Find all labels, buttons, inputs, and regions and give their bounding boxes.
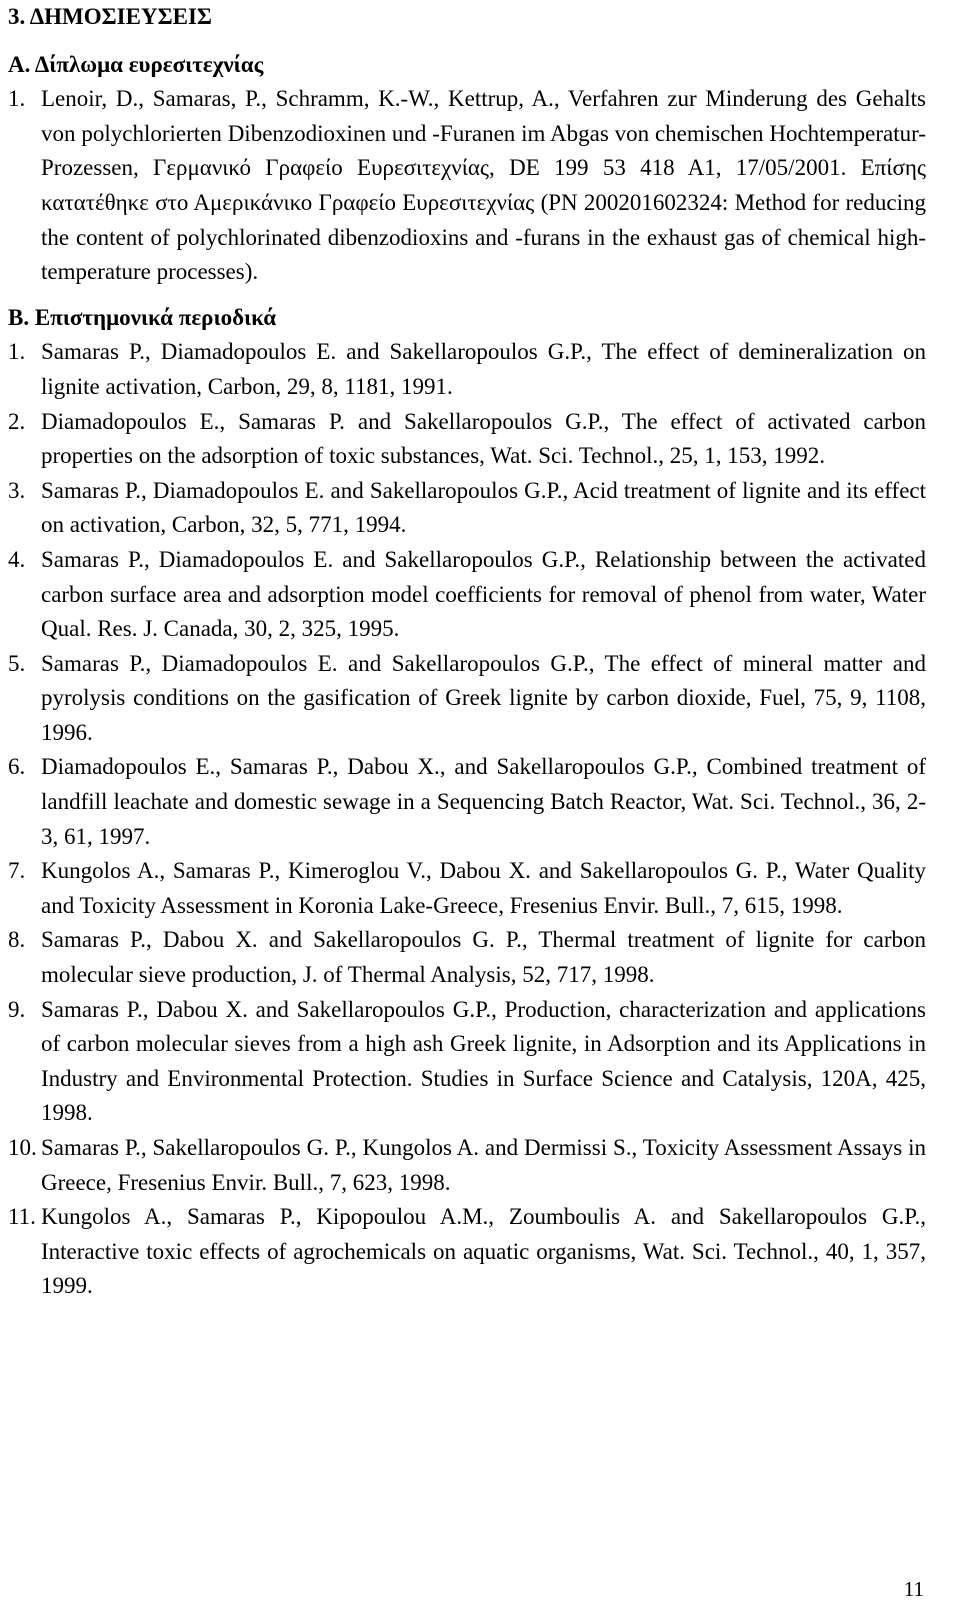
list-item-text: Diamadopoulos E., Samaras P., Dabou X., and Sakellaropoulos G.P., Combined treatment of landfill leachate and domestic sewage in a Sequencing Batch Reactor, Wat. Sci. Technol., 36, 2-3, 61, 1997.: [41, 754, 926, 849]
list-item: [8, 82, 926, 290]
list-item: [8, 854, 926, 923]
list-item-number: 11.: [8, 1204, 36, 1230]
journal-list: [8, 335, 926, 1304]
list-item-number: 1.: [8, 86, 26, 112]
spacer: [8, 35, 926, 48]
list-item: [8, 647, 926, 751]
subsection-patent-title: Α. Δίπλωμα ευρεσιτεχνίας: [8, 51, 264, 77]
list-item-number: 1.: [8, 339, 26, 365]
list-item: [8, 1131, 926, 1200]
list-item: [8, 543, 926, 647]
list-item: [8, 993, 926, 1131]
list-item-number: 9.: [8, 996, 26, 1022]
list-item-number: 4.: [8, 546, 26, 572]
spacer: [8, 290, 926, 301]
list-item-number: 7.: [8, 858, 26, 884]
list-item-text: Samaras P., Diamadopoulos E. and Sakellaropoulos G.P., The effect of mineral matter and pyrolysis conditions on the gasification of Greek lignite by carbon dioxide, Fuel, 75, 9, 1108, 1996.: [41, 650, 926, 745]
list-item-text: Samaras P., Diamadopoulos E. and Sakellaropoulos G.P., Acid treatment of lignite and its effect on activation, Carbon, 32, 5, 771, 1994.: [41, 477, 926, 538]
subsection-journals-title: Β. Επιστημονικά περιοδικά: [8, 304, 277, 330]
list-item: [8, 405, 926, 474]
list-item: [8, 923, 926, 992]
list-item-number: 8.: [8, 927, 26, 953]
list-item-text: Samaras P., Dabou X. and Sakellaropoulos G. P., Thermal treatment of lignite for carbon molecular sieve production, J. of Thermal Analysis, 52, 717, 1998.: [41, 927, 926, 988]
list-item-text: Lenoir, D., Samaras, P., Schramm, K.-W., Kettrup, A., Verfahren zur Minderung des Gehalts von polychlorierten Dibenzodioxinen und -Furanen im Abgas von chemischen Hochtemperatur-Prozessen, Γερμανικό Γραφείο Ευρεσιτεχνίας, DE 199 53 418 A1, 17/05/2001. Επίσης κατατέθηκε στο Αμερικάνικο Γραφείο Ευρεσιτεχνίας (PN 200201602324: Method for reducing the content of polychlorinated dibenzodioxins and -furans in the exhaust gas of chemical high-temperature processes).: [41, 86, 926, 285]
list-item-number: 2.: [8, 408, 26, 434]
list-item-text: Kungolos A., Samaras P., Kimeroglou V., Dabou X. and Sakellaropoulos G. P., Water Quality and Toxicity Assessment in Koronia Lake-Greece, Fresenius Envir. Bull., 7, 615, 1998.: [41, 858, 926, 918]
list-item: [8, 474, 926, 543]
list-item-number: 3.: [8, 477, 26, 503]
list-item-text: Diamadopoulos E., Samaras P. and Sakellaropoulos G.P., The effect of activated carbon properties on the adsorption of toxic substances, Wat. Sci. Technol., 25, 1, 153, 1992.: [41, 408, 926, 469]
list-item: [8, 335, 926, 404]
list-item: [8, 750, 926, 854]
list-item-text: Samaras P., Diamadopoulos E. and Sakellaropoulos G.P., Relationship between the activated carbon surface area and adsorption model coefficients for removal of phenol from water, Water Qual. Res. J. Canada, 30, 2, 325, 1995.: [41, 546, 926, 642]
patent-list: [8, 82, 926, 290]
section-title: 3. ΔΗΜΟΣΙΕΥΣΕΙΣ: [8, 4, 212, 29]
list-item-text: Samaras P., Diamadopoulos E. and Sakellaropoulos G.P., The effect of demineralization on lignite activation, Carbon, 29, 8, 1181, 1991.: [41, 339, 926, 399]
list-item-number: 5.: [8, 650, 26, 676]
list-item-text: Samaras P., Sakellaropoulos G. P., Kungolos A. and Dermissi S., Toxicity Assessment Assays in Greece, Fresenius Envir. Bull., 7, 623, 1998.: [41, 1135, 926, 1195]
list-item-text: Samaras P., Dabou X. and Sakellaropoulos G.P., Production, characterization and applications of carbon molecular sieves from a high ash Greek lignite, in Adsorption and its Applications in Industry and Environmental Protection. Studies in Surface Science and Catalysis, 120A, 425, 1998.: [41, 996, 926, 1126]
document-page: [8, 0, 926, 1304]
list-item: [8, 1200, 926, 1304]
list-item-text: Kungolos A., Samaras P., Kipopoulou A.M., Zoumboulis A. and Sakellaropoulos G.P., Interactive toxic effects of agrochemicals on aquatic organisms, Wat. Sci. Technol., 40, 1, 357, 1999.: [41, 1204, 926, 1299]
page-number: 11: [903, 1577, 924, 1601]
list-item-number: 6.: [8, 754, 26, 780]
list-item-number: 10.: [8, 1135, 37, 1160]
